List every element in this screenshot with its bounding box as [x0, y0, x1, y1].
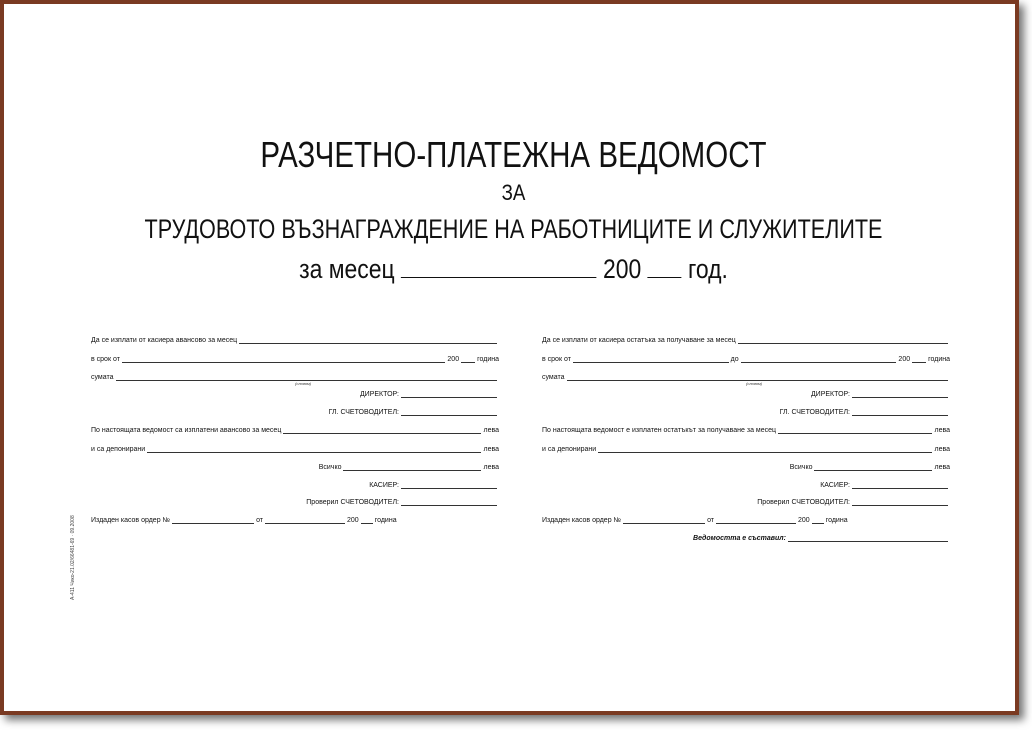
right-row-deposited: и са депонирани лева — [542, 446, 950, 453]
total-blank[interactable] — [343, 464, 481, 471]
left-row-advance: Да се изплати от касиера авансово за месец — [91, 334, 499, 344]
left-row-checked: Проверил СЧЕТОВОДИТЕЛ: — [91, 496, 499, 506]
sum-words-hint: (словом) — [295, 381, 312, 386]
year-suffix: год. — [688, 254, 728, 284]
sum-words-blank[interactable] — [567, 374, 949, 381]
right-row-paid: По настоящата ведомост е изплатен остатъкът за получаване за месец лева — [542, 427, 950, 434]
cashier-signature-blank[interactable] — [852, 482, 948, 489]
month-blank[interactable] — [401, 277, 596, 278]
deposited-blank[interactable] — [147, 446, 481, 453]
term-to-blank[interactable] — [741, 356, 897, 363]
term-from-blank[interactable] — [573, 356, 729, 363]
year-prefix: 200 — [602, 254, 642, 284]
sum-words-hint: (словом) — [746, 381, 763, 386]
accountant-signature-blank[interactable] — [401, 409, 497, 416]
right-row-total: Всичко лева — [789, 464, 950, 471]
right-row-sum: сумата — [542, 371, 950, 381]
sum-words-blank[interactable] — [116, 374, 498, 381]
composed-signature-blank[interactable] — [788, 535, 948, 542]
paid-month-blank[interactable] — [778, 427, 932, 434]
term-year-blank[interactable] — [912, 356, 926, 363]
order-date-blank[interactable] — [265, 517, 345, 524]
director-signature-blank[interactable] — [852, 391, 948, 398]
document-for: ЗА — [501, 180, 526, 205]
document-subtitle: ТРУДОВОТО ВЪЗНАГРАЖДЕНИЕ НА РАБОТНИЦИТЕ И СЛУЖИТЕЛИТЕ — [144, 214, 883, 244]
left-row-term: в срок от 200 година — [91, 356, 499, 363]
order-number-blank[interactable] — [172, 517, 254, 524]
paid-month-blank[interactable] — [283, 427, 481, 434]
order-year-blank[interactable] — [812, 517, 824, 524]
term-date-blank[interactable] — [122, 356, 446, 363]
month-prefix: за месец — [299, 254, 395, 284]
left-row-order: Издаден касов ордер № от 200 година — [91, 517, 397, 524]
left-row-paid: По настоящата ведомост са изплатени авансово за месец лева — [91, 427, 499, 434]
right-row-checked: Проверил СЧЕТОВОДИТЕЛ: — [542, 496, 950, 506]
director-signature-blank[interactable] — [401, 391, 497, 398]
left-row-cashier: КАСИЕР: — [91, 479, 499, 489]
right-row-director: ДИРЕКТОР: — [542, 388, 950, 398]
left-row-director: ДИРЕКТОР: — [91, 388, 499, 398]
year-blank[interactable] — [648, 277, 682, 278]
checked-signature-blank[interactable] — [401, 499, 497, 506]
cashier-signature-blank[interactable] — [401, 482, 497, 489]
left-row-sum: сумата — [91, 371, 499, 381]
order-year-blank[interactable] — [361, 517, 373, 524]
right-row-order: Издаден касов ордер № от 200 година — [542, 517, 848, 524]
right-row-composed: Ведомостта е съставил: — [542, 532, 950, 542]
total-blank[interactable] — [814, 464, 932, 471]
left-row-accountant: ГЛ. СЧЕТОВОДИТЕЛ: — [91, 406, 499, 416]
right-row-term: в срок от до 200 година — [542, 356, 951, 363]
month-year-line — [80, 254, 946, 285]
order-date-blank[interactable] — [716, 517, 796, 524]
right-row-cashier: КАСИЕР: — [542, 479, 950, 489]
right-row-accountant: ГЛ. СЧЕТОВОДИТЕЛ: — [542, 406, 950, 416]
left-row-deposited: и са депонирани лева — [91, 446, 499, 453]
checked-signature-blank[interactable] — [852, 499, 948, 506]
advance-month-blank[interactable] — [239, 337, 497, 344]
remainder-month-blank[interactable] — [738, 337, 948, 344]
form-code: А-411 Чико-21.02/66481-69 · 09.2008 — [70, 515, 76, 600]
document-title: РАЗЧЕТНО-ПЛАТЕЖНА ВЕДОМОСТ — [260, 134, 767, 175]
left-row-total: Всичко лева — [318, 464, 499, 471]
order-number-blank[interactable] — [623, 517, 705, 524]
right-row-remainder: Да се изплати от касиера остатъка за получаване за месец — [542, 334, 950, 344]
accountant-signature-blank[interactable] — [852, 409, 948, 416]
deposited-blank[interactable] — [598, 446, 932, 453]
term-year-blank[interactable] — [461, 356, 475, 363]
